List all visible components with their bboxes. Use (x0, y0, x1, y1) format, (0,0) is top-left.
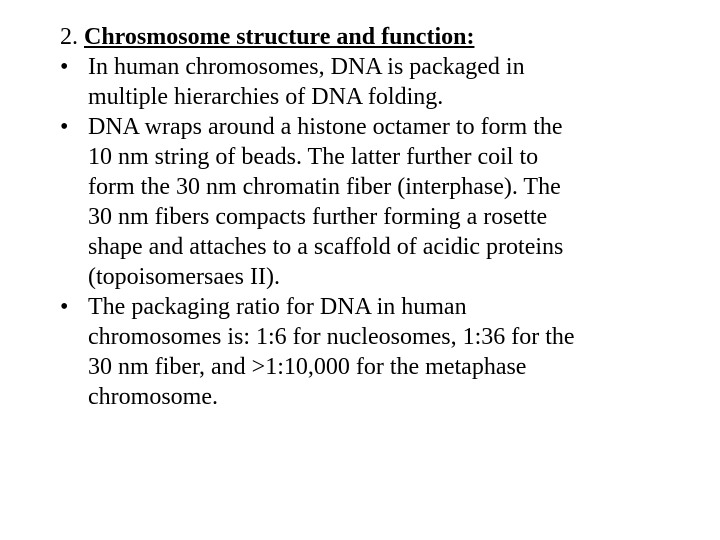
section-number: 2. (60, 24, 78, 50)
bullet-line: 10 nm string of beads. The latter further coil to (88, 144, 539, 170)
slide-content (60, 22, 680, 412)
bullet-item-packaging (60, 52, 680, 112)
bullet-icon: • (60, 54, 69, 80)
section-heading (60, 22, 680, 52)
bullet-icon: • (60, 114, 69, 140)
bullet-line: chromosome. (88, 384, 218, 410)
bullet-line: multiple hierarchies of DNA folding. (88, 84, 444, 110)
bullet-line: chromosomes is: 1:6 for nucleosomes, 1:36 for the (88, 324, 575, 350)
section-title: Chrosmosome structure and function: (84, 24, 475, 50)
bullet-line: In human chromosomes, DNA is packaged in (88, 54, 525, 80)
bullet-list (60, 52, 680, 412)
bullet-item-histone (60, 112, 680, 292)
bullet-item-ratio (60, 292, 680, 412)
bullet-icon: • (60, 294, 69, 320)
bullet-line: DNA wraps around a histone octamer to form the (88, 114, 563, 140)
bullet-line: 30 nm fibers compacts further forming a rosette (88, 204, 548, 230)
bullet-line: (topoisomersaes II). (88, 264, 280, 290)
bullet-line: shape and attaches to a scaffold of acidic proteins (88, 234, 564, 260)
bullet-line: The packaging ratio for DNA in human (88, 294, 467, 320)
bullet-line: form the 30 nm chromatin fiber (interphase). The (88, 174, 561, 200)
bullet-line: 30 nm fiber, and >1:10,000 for the metaphase (88, 354, 527, 380)
